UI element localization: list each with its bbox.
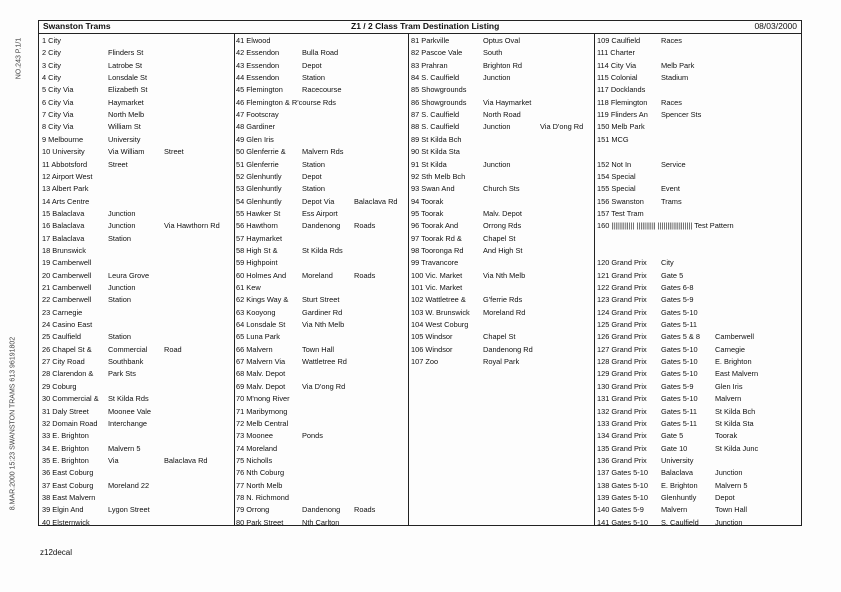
destination-code: 122 Grand Prix bbox=[597, 283, 647, 292]
destination-line: Gates 5-10 bbox=[661, 357, 698, 367]
destination-code: 88 S. Caulfield bbox=[411, 122, 460, 132]
destination-line: Malvern 5 bbox=[108, 443, 141, 453]
destination-code: 5 City Via bbox=[42, 85, 74, 95]
destination-line: City bbox=[661, 258, 674, 268]
destination-line: East Malvern bbox=[715, 369, 759, 379]
destination-line: S. Caulfield bbox=[661, 517, 699, 527]
destination-code: 53 Glenhuntly bbox=[236, 184, 282, 194]
destination-code: 20 Camberwell bbox=[42, 270, 92, 280]
destination-line: Street bbox=[108, 159, 128, 169]
destination-line: Roads bbox=[354, 270, 376, 280]
destination-code: 39 Elgin And bbox=[42, 505, 84, 515]
destination-code: 160 |||||||||||| |||||||||| |||||||||||||||||| Test Pattern bbox=[597, 221, 734, 231]
destination-line: Road bbox=[164, 344, 182, 354]
destination-line: E. Brighton bbox=[715, 357, 752, 367]
destination-line: Junction bbox=[108, 208, 136, 218]
destination-line: Dandenong bbox=[302, 505, 341, 515]
destination-line: Moreland bbox=[302, 270, 333, 280]
destination-line: Gates 5-11 bbox=[661, 406, 698, 416]
destination-code: 36 East Coburg bbox=[42, 468, 94, 478]
destination-code: 56 Hawthorn bbox=[236, 221, 278, 231]
destination-code: 24 Casino East bbox=[42, 320, 93, 330]
destination-line: Balaclava Rd bbox=[164, 455, 208, 465]
destination-line: Town Hall bbox=[302, 344, 335, 354]
destination-line: Service bbox=[661, 159, 686, 169]
destination-code: 78 N. Richmond bbox=[236, 492, 289, 502]
destination-code: 155 Special bbox=[597, 184, 636, 194]
destination-line: Park Sts bbox=[108, 369, 136, 379]
destination-line: Races bbox=[661, 36, 682, 45]
destination-line: Via D'ong Rd bbox=[302, 381, 346, 391]
destination-line: Station bbox=[108, 233, 132, 243]
destination-code: 77 North Melb bbox=[236, 480, 283, 490]
destination-line: Station bbox=[108, 332, 132, 342]
destination-line: Gates 6-8 bbox=[661, 283, 694, 292]
destination-code: 7 City Via bbox=[42, 110, 74, 120]
destination-code: 80 Park Street bbox=[236, 517, 284, 527]
destination-code: 91 St Kilda bbox=[411, 159, 447, 169]
destination-line: Via William bbox=[108, 147, 145, 157]
destination-line: Brighton Rd bbox=[483, 60, 523, 70]
destination-line: Depot bbox=[715, 492, 735, 502]
destination-code: 73 Moonee bbox=[236, 431, 273, 441]
destination-line: Station bbox=[302, 73, 326, 83]
destination-line: University bbox=[661, 455, 694, 465]
destination-line: Gates 5-11 bbox=[661, 320, 698, 330]
destination-code: 136 Grand Prix bbox=[597, 455, 647, 465]
destination-line: Via D'ong Rd bbox=[540, 122, 584, 132]
destination-code: 141 Gates 5-10 bbox=[597, 517, 648, 527]
destination-code: 28 Clarendon & bbox=[42, 369, 94, 379]
destination-code: 52 Glenhuntly bbox=[236, 171, 282, 181]
destination-code: 15 Balaclava bbox=[42, 208, 85, 218]
destination-code: 65 Luna Park bbox=[236, 332, 280, 342]
destination-code: 68 Malv. Depot bbox=[236, 369, 286, 379]
destination-line: Depot Via bbox=[302, 196, 335, 206]
destination-line: Interchange bbox=[108, 418, 148, 428]
destination-code: 100 Vic. Market bbox=[411, 270, 463, 280]
destination-code: 55 Hawker St bbox=[236, 208, 281, 218]
destination-code: 93 Swan And bbox=[411, 184, 455, 194]
destination-code: 139 Gates 5-10 bbox=[597, 492, 648, 502]
destination-code: 42 Essendon bbox=[236, 48, 280, 58]
destination-code: 128 Grand Prix bbox=[597, 357, 647, 367]
destination-line: Via Nth Melb bbox=[483, 270, 526, 280]
destination-code: 26 Chapel St & bbox=[42, 344, 92, 354]
destination-line: Elizabeth St bbox=[108, 85, 148, 95]
destination-code: 46 Flemington & R'course Rds bbox=[236, 97, 336, 107]
destination-code: 75 Nicholls bbox=[236, 455, 273, 465]
destination-code: 98 Tooronga Rd bbox=[411, 245, 464, 255]
destination-line: Town Hall bbox=[715, 505, 748, 515]
destination-code: 115 Colonial bbox=[597, 73, 638, 83]
destination-line: Gates 5-10 bbox=[661, 369, 698, 379]
destination-code: 150 Melb Park bbox=[597, 122, 645, 132]
destination-line: William St bbox=[108, 122, 141, 132]
destination-line: Balaclava bbox=[661, 468, 694, 478]
destination-line: Gate 5 bbox=[661, 270, 684, 280]
destination-code: 103 W. Brunswick bbox=[411, 307, 470, 317]
destination-code: 114 City Via bbox=[597, 60, 637, 70]
destination-code: 101 Vic. Market bbox=[411, 283, 463, 292]
destination-code: 30 Commercial & bbox=[42, 394, 99, 404]
destination-line: Junction bbox=[483, 159, 511, 169]
destination-code: 102 Wattletree & bbox=[411, 295, 466, 305]
destination-line: South bbox=[483, 48, 503, 58]
destination-line: North Road bbox=[483, 110, 521, 120]
destination-code: 25 Caulfield bbox=[42, 332, 82, 342]
destination-line: St Kilda Sta bbox=[715, 418, 754, 428]
destination-code: 133 Grand Prix bbox=[597, 418, 647, 428]
destination-line: Gates 5 & 8 bbox=[661, 332, 701, 342]
listing-title: Z1 / 2 Class Tram Destination Listing bbox=[351, 21, 500, 31]
destination-code: 66 Malvern bbox=[236, 344, 273, 354]
destination-code: 45 Flemington bbox=[236, 85, 283, 95]
destination-code: 69 Malv. Depot bbox=[236, 381, 286, 391]
destination-code: 129 Grand Prix bbox=[597, 369, 647, 379]
destination-code: 140 Gates 5-9 bbox=[597, 505, 644, 515]
destination-code: 22 Camberwell bbox=[42, 295, 92, 305]
destination-code: 156 Swanston bbox=[597, 196, 644, 206]
company-name: Swanston Trams bbox=[43, 21, 111, 31]
destination-code: 85 Showgrounds bbox=[411, 85, 467, 95]
destination-line: Ponds bbox=[302, 431, 323, 441]
destination-code: 18 Brunswick bbox=[42, 245, 86, 255]
destination-code: 119 Flinders An bbox=[597, 110, 648, 120]
destination-code: 14 Arts Centre bbox=[42, 196, 90, 206]
destination-code: 120 Grand Prix bbox=[597, 258, 647, 268]
destination-line: Sturt Street bbox=[302, 295, 340, 305]
destination-code: 72 Melb Central bbox=[236, 418, 289, 428]
destination-line: St Kilda Rds bbox=[302, 245, 343, 255]
destination-line: Southbank bbox=[108, 357, 144, 367]
destination-code: 1 City bbox=[42, 36, 61, 45]
destination-line: St Kilda Junc bbox=[715, 443, 759, 453]
destination-line: St Kilda Bch bbox=[715, 406, 756, 416]
destination-code: 132 Grand Prix bbox=[597, 406, 647, 416]
destination-code: 99 Travancore bbox=[411, 258, 459, 268]
destination-line: Chapel St bbox=[483, 233, 516, 243]
destination-code: 13 Albert Park bbox=[42, 184, 89, 194]
destination-code: 151 MCG bbox=[597, 134, 629, 144]
destination-line: Malv. Depot bbox=[483, 208, 522, 218]
destination-line: Via Hawthorn Rd bbox=[164, 221, 220, 231]
destination-code: 49 Glen Iris bbox=[236, 134, 274, 144]
destination-code: 107 Zoo bbox=[411, 357, 439, 367]
destination-line: Bulla Road bbox=[302, 48, 339, 58]
destination-code: 92 Sth Melb Bch bbox=[411, 171, 466, 181]
destination-line: Via Nth Melb bbox=[302, 320, 345, 330]
destination-line: Lygon Street bbox=[108, 505, 150, 515]
destination-line: Gates 5-10 bbox=[661, 307, 698, 317]
destination-code: 41 Elwood bbox=[236, 36, 271, 45]
destination-line: Gate 5 bbox=[661, 431, 684, 441]
destination-line: Via bbox=[108, 455, 119, 465]
destination-line: Gates 5-9 bbox=[661, 381, 694, 391]
destination-code: 126 Grand Prix bbox=[597, 332, 647, 342]
destination-code: 51 Glenferrie bbox=[236, 159, 279, 169]
destination-line: Church Sts bbox=[483, 184, 520, 194]
destination-code: 86 Showgrounds bbox=[411, 97, 467, 107]
destination-line: Malvern bbox=[661, 505, 688, 515]
destination-code: 67 Malvern Via bbox=[236, 357, 286, 367]
destination-line: Wattletree Rd bbox=[302, 357, 347, 367]
destination-line: Lonsdale St bbox=[108, 73, 148, 83]
destination-line: Trams bbox=[661, 196, 682, 206]
destination-code: 4 City bbox=[42, 73, 61, 83]
destination-code: 64 Lonsdale St bbox=[236, 320, 286, 330]
destination-code: 118 Flemington bbox=[597, 97, 648, 107]
destination-code: 57 Haymarket bbox=[236, 233, 283, 243]
destination-code: 125 Grand Prix bbox=[597, 320, 647, 330]
destination-code: 48 Gardiner bbox=[236, 122, 276, 132]
destination-line: Station bbox=[108, 295, 132, 305]
destination-code: 59 Highpoint bbox=[236, 258, 278, 268]
destination-line: Dandenong bbox=[302, 221, 341, 231]
destination-line: Junction bbox=[483, 73, 511, 83]
destination-line: Junction bbox=[483, 122, 511, 132]
destination-line: Nth Carlton bbox=[302, 517, 340, 527]
destination-code: 50 Glenferrie & bbox=[236, 147, 286, 157]
destination-line: North Melb bbox=[108, 110, 145, 120]
destination-code: 71 Maribyrnong bbox=[236, 406, 288, 416]
destination-code: 127 Grand Prix bbox=[597, 344, 647, 354]
destination-code: 96 Toorak And bbox=[411, 221, 459, 231]
destination-line: Optus Oval bbox=[483, 36, 520, 45]
destination-line: Roads bbox=[354, 221, 376, 231]
destination-code: 60 Holmes And bbox=[236, 270, 287, 280]
destination-code: 44 Essendon bbox=[236, 73, 280, 83]
destination-code: 124 Grand Prix bbox=[597, 307, 647, 317]
destination-line: Chapel St bbox=[483, 332, 516, 342]
destination-line: Latrobe St bbox=[108, 60, 143, 70]
destination-line: Balaclava Rd bbox=[354, 196, 398, 206]
destination-code: 105 Windsor bbox=[411, 332, 453, 342]
destination-line: Gates 5-11 bbox=[661, 418, 698, 428]
destination-code: 16 Balaclava bbox=[42, 221, 85, 231]
destination-line: Racecourse bbox=[302, 85, 342, 95]
destination-code: 135 Grand Prix bbox=[597, 443, 647, 453]
destination-code: 61 Kew bbox=[236, 283, 261, 292]
destination-line: Gates 5-10 bbox=[661, 344, 698, 354]
destination-code: 152 Not In bbox=[597, 159, 632, 169]
footer-code: z12decal bbox=[40, 548, 73, 557]
destination-code: 79 Orrong bbox=[236, 505, 270, 515]
destination-code: 19 Camberwell bbox=[42, 258, 92, 268]
destination-line: Haymarket bbox=[108, 97, 144, 107]
destination-code: 34 E. Brighton bbox=[42, 443, 89, 453]
destination-code: 38 East Malvern bbox=[42, 492, 96, 502]
destination-code: 8 City Via bbox=[42, 122, 74, 132]
destination-code: 154 Special bbox=[597, 171, 636, 181]
destination-line: Moreland Rd bbox=[483, 307, 526, 317]
destination-line: Gate 10 bbox=[661, 443, 688, 453]
destination-line: Gardiner Rd bbox=[302, 307, 343, 317]
destination-code: 94 Toorak bbox=[411, 196, 444, 206]
destination-code: 121 Grand Prix bbox=[597, 270, 647, 280]
destination-code: 43 Essendon bbox=[236, 60, 280, 70]
destination-code: 89 St Kilda Bch bbox=[411, 134, 462, 144]
destination-code: 123 Grand Prix bbox=[597, 295, 647, 305]
destination-code: 95 Toorak bbox=[411, 208, 444, 218]
destination-line: Junction bbox=[715, 468, 743, 478]
fax-page-number: NO.243 P.1/1 bbox=[15, 37, 23, 80]
destination-code: 130 Grand Prix bbox=[597, 381, 647, 391]
destination-line: Event bbox=[661, 184, 680, 194]
destination-line: University bbox=[108, 134, 141, 144]
destination-code: 84 S. Caulfield bbox=[411, 73, 460, 83]
destination-line: Stadium bbox=[661, 73, 689, 83]
destination-code: 62 Kings Way & bbox=[236, 295, 289, 305]
destination-code: 21 Camberwell bbox=[42, 283, 92, 292]
destination-code: 33 E. Brighton bbox=[42, 431, 89, 441]
destination-line: Races bbox=[661, 97, 682, 107]
destination-code: 111 Charter bbox=[597, 48, 635, 58]
destination-code: 76 Nth Coburg bbox=[236, 468, 285, 478]
destination-code: 87 S. Caulfield bbox=[411, 110, 460, 120]
destination-code: 10 University bbox=[42, 147, 85, 157]
destination-code: 83 Prahran bbox=[411, 60, 448, 70]
destination-line: Roads bbox=[354, 505, 376, 515]
destination-line: Ess Airport bbox=[302, 208, 338, 218]
destination-code: 90 St Kilda Sta bbox=[411, 147, 460, 157]
destination-code: 58 High St & bbox=[236, 245, 278, 255]
destination-code: 23 Carnegie bbox=[42, 307, 83, 317]
destination-line: Melb Park bbox=[661, 60, 695, 70]
destination-code: 131 Grand Prix bbox=[597, 394, 647, 404]
destination-code: 109 Caulfield bbox=[597, 36, 641, 45]
destination-code: 32 Domain Road bbox=[42, 418, 98, 428]
destination-line: Flinders St bbox=[108, 48, 144, 58]
destination-line: Camberwell bbox=[715, 332, 755, 342]
destination-code: 138 Gates 5-10 bbox=[597, 480, 648, 490]
destination-code: 9 Melbourne bbox=[42, 134, 84, 144]
destination-code: 54 Glenhuntly bbox=[236, 196, 282, 206]
destination-code: 6 City Via bbox=[42, 97, 74, 107]
destination-code: 11 Abbotsford bbox=[42, 159, 88, 169]
fax-header-text: 8.MAR.2000 15:23 SWANSTON TRAMS 613 96191802 bbox=[9, 336, 17, 511]
destination-line: Royal Park bbox=[483, 357, 520, 367]
destination-line: Moreland 22 bbox=[108, 480, 150, 490]
destination-line: Gates 5-10 bbox=[661, 394, 698, 404]
destination-line: Street bbox=[164, 147, 184, 157]
destination-line: Junction bbox=[108, 283, 136, 292]
destination-line: Depot bbox=[302, 171, 322, 181]
destination-line: Orrong Rds bbox=[483, 221, 522, 231]
destination-code: 29 Coburg bbox=[42, 381, 77, 391]
destination-code: 12 Airport West bbox=[42, 171, 93, 181]
destination-line: St Kilda Rds bbox=[108, 394, 149, 404]
destination-code: 106 Windsor bbox=[411, 344, 453, 354]
destination-line: Glenhuntly bbox=[661, 492, 697, 502]
destination-line: Spencer Sts bbox=[661, 110, 702, 120]
destination-line: Dandenong Rd bbox=[483, 344, 533, 354]
destination-line: Malvern Rds bbox=[302, 147, 344, 157]
destination-code: 97 Toorak Rd & bbox=[411, 233, 462, 243]
destination-line: Malvern bbox=[715, 394, 742, 404]
destination-line: Junction bbox=[108, 221, 136, 231]
destination-code: 157 Test Tram bbox=[597, 208, 644, 218]
destination-line: E. Brighton bbox=[661, 480, 698, 490]
destination-code: 40 Elsternwick bbox=[42, 517, 90, 527]
destination-code: 74 Moreland bbox=[236, 443, 278, 453]
destination-code: 104 West Coburg bbox=[411, 320, 469, 330]
destination-line: Station bbox=[302, 159, 326, 169]
table-header-bar bbox=[39, 21, 801, 34]
destination-code: 47 Footscray bbox=[236, 110, 279, 120]
destination-code: 27 City Road bbox=[42, 357, 85, 367]
destination-code: 134 Grand Prix bbox=[597, 431, 647, 441]
destination-line: Via Haymarket bbox=[483, 97, 532, 107]
destination-line: Leura Grove bbox=[108, 270, 150, 280]
destination-code: 63 Kooyong bbox=[236, 307, 276, 317]
destination-code: 35 E. Brighton bbox=[42, 455, 89, 465]
destination-code: 17 Balaclava bbox=[42, 233, 85, 243]
destination-line: Malvern 5 bbox=[715, 480, 748, 490]
destination-line: Moonee Vale bbox=[108, 406, 152, 416]
destination-code: 31 Daly Street bbox=[42, 406, 89, 416]
destination-line: Glen Iris bbox=[715, 381, 743, 391]
destination-code: 70 M'nong River bbox=[236, 394, 290, 404]
destination-code: 2 City bbox=[42, 48, 61, 58]
destination-line: Carnegie bbox=[715, 344, 745, 354]
destination-line: Toorak bbox=[715, 431, 738, 441]
destination-line: G'ferrie Rds bbox=[483, 295, 523, 305]
destination-line: Depot bbox=[302, 60, 322, 70]
destination-code: 82 Pascoe Vale bbox=[411, 48, 463, 58]
listing-date: 08/03/2000 bbox=[754, 21, 797, 31]
destination-line: Junction bbox=[715, 517, 743, 527]
destination-code: 3 City bbox=[42, 60, 61, 70]
destination-line: Station bbox=[302, 184, 326, 194]
destination-line: Gates 5-9 bbox=[661, 295, 694, 305]
fax-margin bbox=[0, 270, 17, 570]
destination-code: 137 Gates 5-10 bbox=[597, 468, 648, 478]
destination-line: Commercial bbox=[108, 344, 148, 354]
destination-code: 81 Parkville bbox=[411, 36, 450, 45]
destination-line: And High St bbox=[483, 245, 523, 255]
destination-code: 37 East Coburg bbox=[42, 480, 94, 490]
destination-code: 117 Docklands bbox=[597, 85, 646, 95]
